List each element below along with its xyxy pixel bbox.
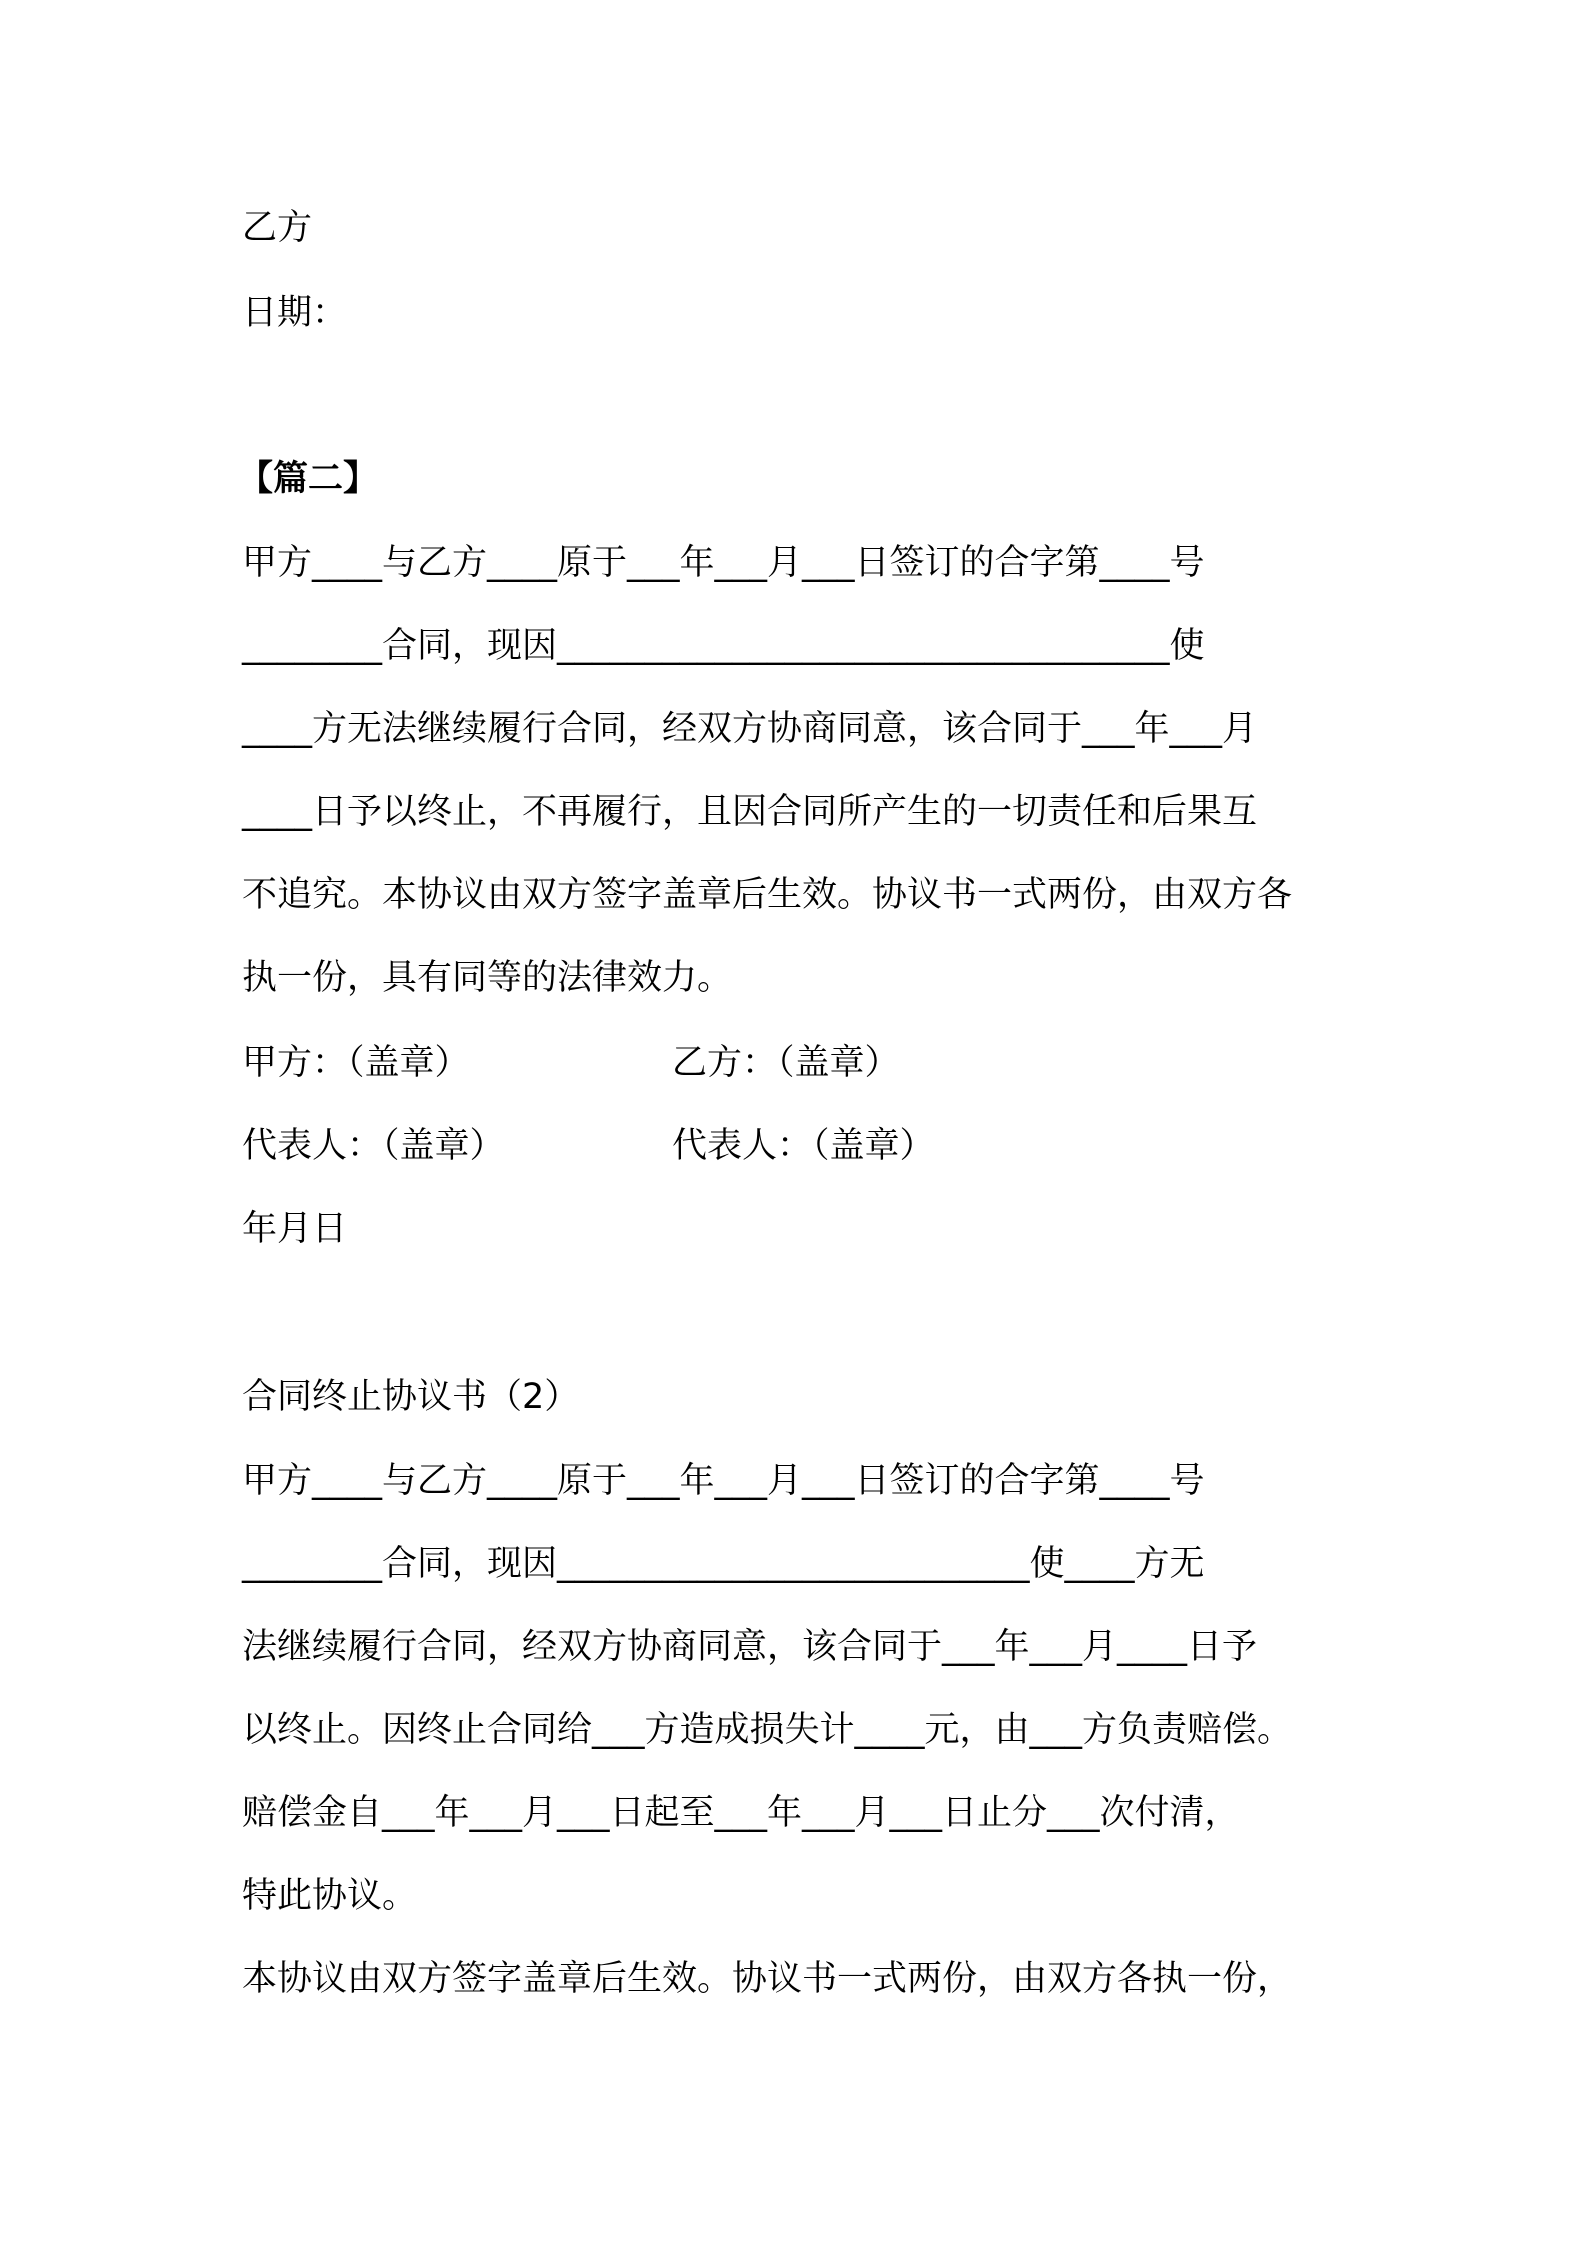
paragraph-line: 执一份，具有同等的法律效力。: [242, 958, 733, 998]
party-a-seal: 甲方：（盖章）: [242, 1043, 470, 1083]
paragraph-line: 甲方____与乙方____原于___年___月___日签订的合字第____号: [242, 543, 1205, 583]
paragraph-line: 赔偿金自___年___月___日起至___年___月___日止分___次付清，: [242, 1793, 1240, 1833]
party-b-seal: 乙方：（盖章）: [672, 1043, 900, 1083]
section-heading: 【篇二】: [238, 459, 379, 499]
paragraph-line: ____方无法继续履行合同，经双方协商同意，该合同于___年___月: [242, 709, 1258, 749]
agreement-title: 合同终止协议书（2）: [242, 1377, 580, 1417]
party-b-label: 乙方: [242, 208, 313, 248]
paragraph-line: 不追究。本协议由双方签字盖章后生效。协议书一式两份，由双方各: [242, 875, 1293, 915]
paragraph-line: ________合同，现因___________________________使____方无: [242, 1544, 1205, 1584]
date-label: 日期：: [242, 293, 348, 333]
paragraph-line: 特此协议。: [242, 1876, 418, 1916]
paragraph-line: 以终止。因终止合同给___方造成损失计____元，由___方负责赔偿。: [242, 1710, 1293, 1750]
paragraph-line: 本协议由双方签字盖章后生效。协议书一式两份，由双方各执一份，: [242, 1959, 1293, 1999]
rep-a-seal: 代表人：（盖章）: [242, 1126, 505, 1166]
paragraph-line: ____日予以终止，不再履行，且因合同所产生的一切责任和后果互: [242, 792, 1258, 832]
representative-row: [242, 1123, 1382, 1169]
rep-b-seal: 代表人：（盖章）: [672, 1126, 935, 1166]
paragraph-line: ________合同，现因___________________________________使: [242, 626, 1205, 666]
signature-row: [242, 1040, 1382, 1086]
date-line: 年月日: [242, 1209, 348, 1249]
paragraph-line: 甲方____与乙方____原于___年___月___日签订的合字第____号: [242, 1461, 1205, 1501]
paragraph-line: 法继续履行合同，经双方协商同意，该合同于___年___月____日予: [242, 1627, 1258, 1667]
